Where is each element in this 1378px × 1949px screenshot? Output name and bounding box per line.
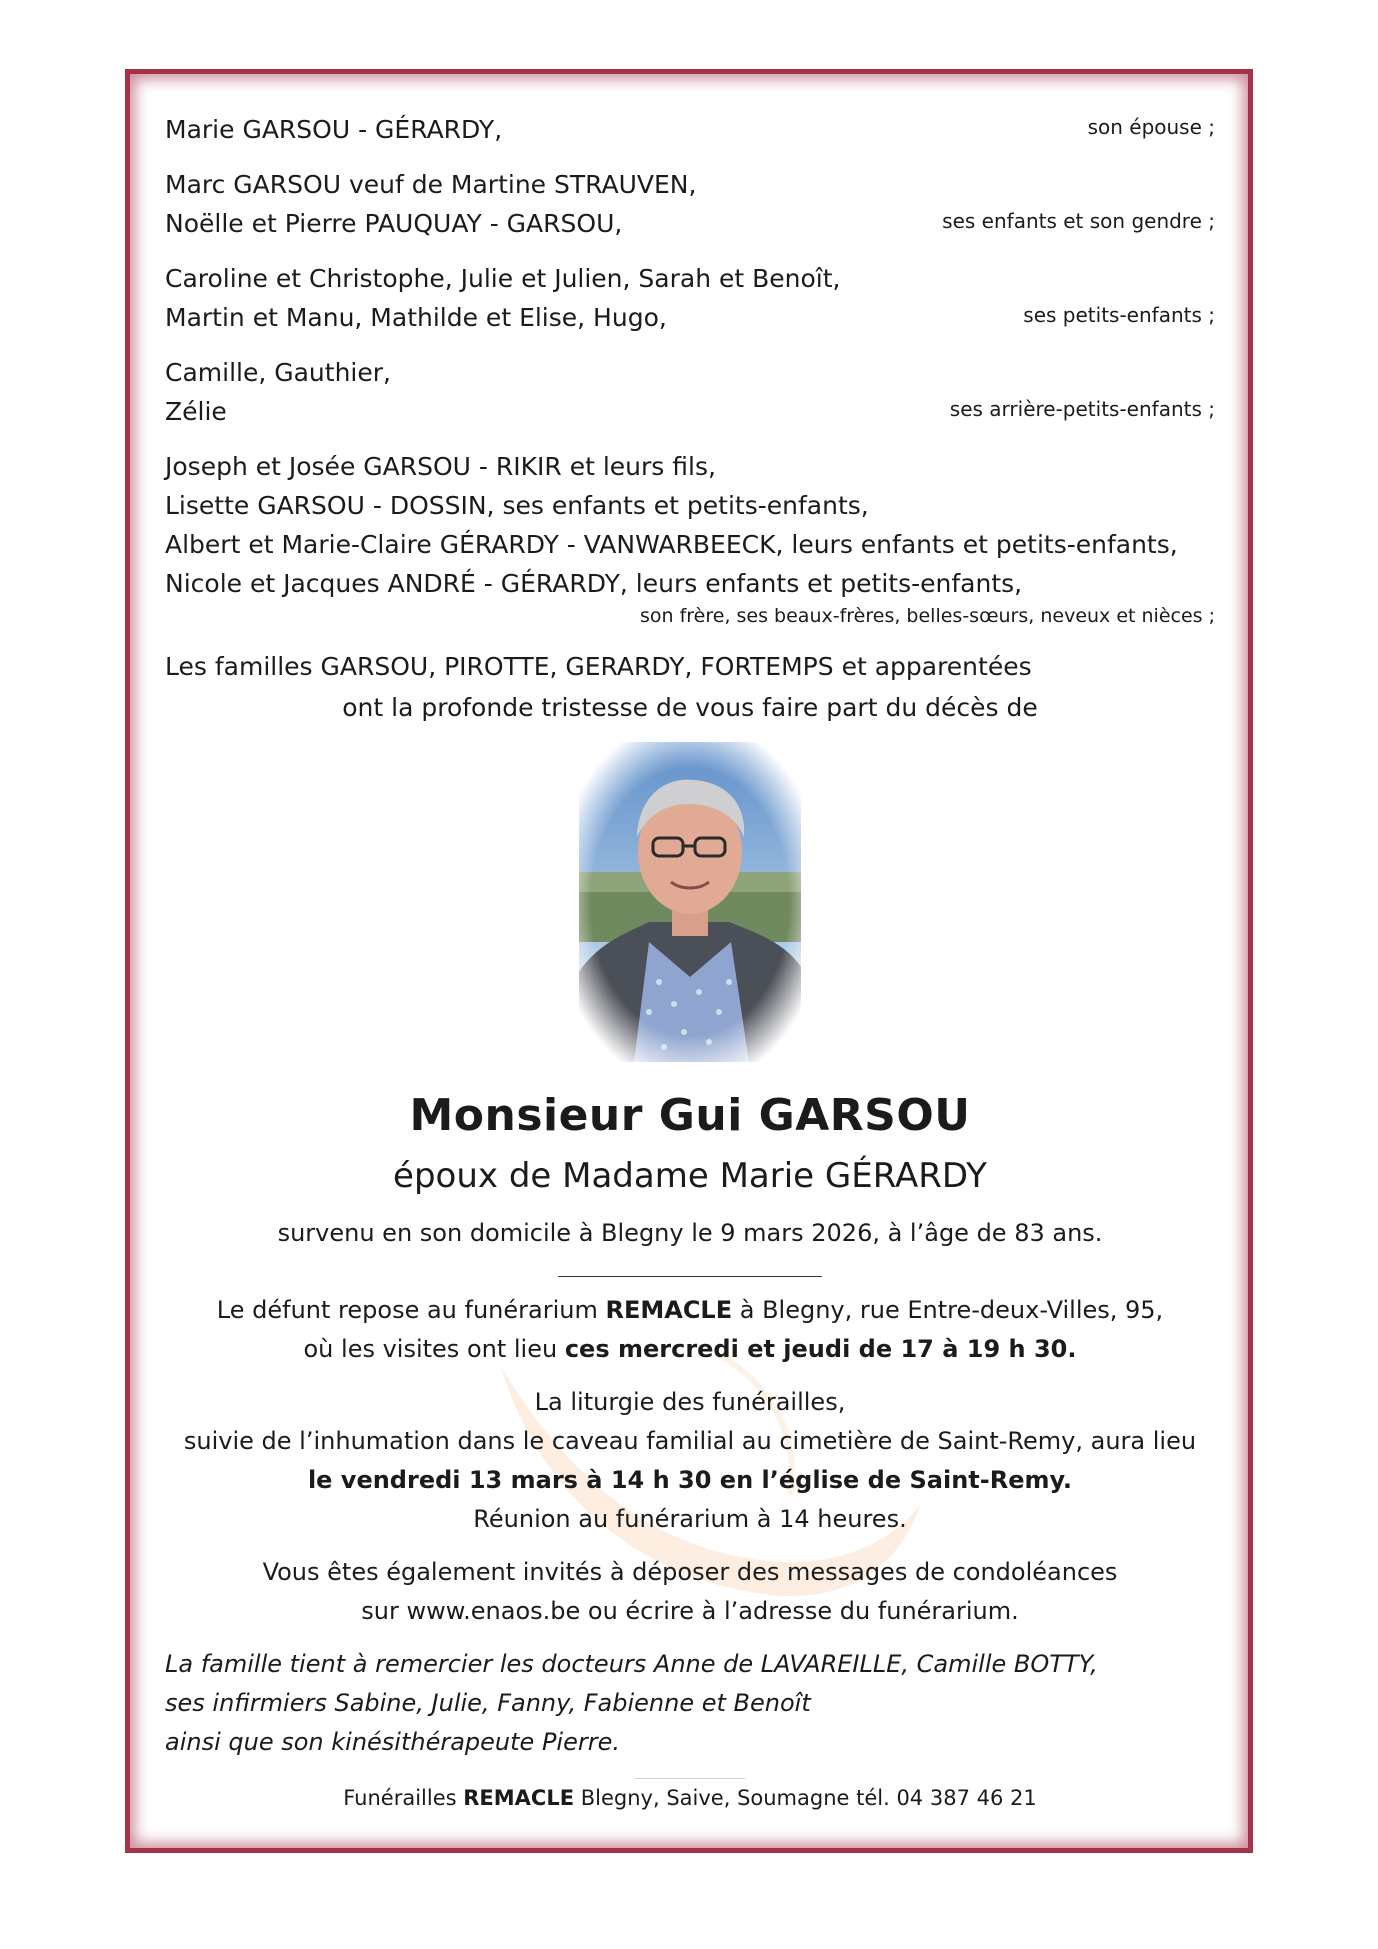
deceased-name: Monsieur Gui GARSOU bbox=[409, 1090, 971, 1141]
announcement-line: ont la profonde tristesse de vous faire part du décès de bbox=[342, 693, 1038, 722]
footer-brand: REMACLE bbox=[463, 1786, 575, 1810]
funeral-info: La liturgie des funérailles, suivie de l’inhumation dans le caveau familial au cimetière de Saint-Remy, aura lieu le vendredi 13 mars à 14 h 30 en l’église de Saint-Remy. Réunion au funérarium à 14 heures. bbox=[183, 1388, 1197, 1533]
great-grandchildren-role: ses arrière-petits-enfants ; bbox=[949, 397, 1215, 421]
siblings-name-line: Lisette GARSOU - DOSSIN, ses enfants et petits-enfants, bbox=[165, 491, 869, 520]
visitation-info: Le défunt repose au funérarium REMACLE à Blegny, rue Entre-deux-Villes, 95, où les visites ont lieu ces mercredi et jeudi de 17 à 19 h 30. bbox=[216, 1296, 1164, 1363]
grandchildren-name-line: Caroline et Christophe, Julie et Julien, Sarah et Benoît, bbox=[165, 264, 841, 293]
siblings-name-line: Albert et Marie-Claire GÉRARDY - VANWARBEECK, leurs enfants et petits-enfants, bbox=[165, 530, 1178, 559]
siblings-name-line: Nicole et Jacques ANDRÉ - GÉRARDY, leurs enfants et petits-enfants, bbox=[165, 569, 1023, 598]
grandchildren-role: ses petits-enfants ; bbox=[1023, 303, 1215, 327]
footer-divider bbox=[635, 1778, 745, 1779]
spouse-name: Marie GARSOU - GÉRARDY, bbox=[165, 115, 503, 144]
children-role: ses enfants et son gendre ; bbox=[942, 209, 1215, 233]
visiting-hours: ces mercredi et jeudi de 17 à 19 h 30. bbox=[564, 1335, 1077, 1363]
siblings-name-line: Joseph et Josée GARSOU - RIKIR et leurs fils, bbox=[165, 452, 716, 481]
portrait-image bbox=[579, 742, 801, 1062]
funeral-home-name: REMACLE bbox=[605, 1296, 733, 1324]
family-grandchildren bbox=[165, 259, 1215, 337]
children-name-line: Noëlle et Pierre PAUQUAY - GARSOU, bbox=[165, 209, 623, 238]
spouse-role: son épouse ; bbox=[1087, 115, 1215, 139]
deceased-spouse-line: époux de Madame Marie GÉRARDY bbox=[393, 1156, 987, 1196]
funeral-date: le vendredi 13 mars à 14 h 30 en l’église de Saint-Remy. bbox=[307, 1466, 1073, 1494]
announcement-content bbox=[165, 110, 1215, 1813]
great-grandchildren-name-line: Zélie bbox=[165, 397, 227, 426]
family-siblings bbox=[165, 447, 1215, 631]
condolences-info: Vous êtes également invités à déposer des messages de condoléances sur www.enaos.be ou écrire à l’adresse du funérarium. bbox=[262, 1558, 1118, 1625]
families-line: Les familles GARSOU, PIROTTE, GERARDY, FORTEMPS et apparentées bbox=[165, 652, 1032, 681]
footer: Funérailles REMACLE Blegny, Saive, Soumagne tél. 04 387 46 21 bbox=[343, 1786, 1037, 1810]
divider bbox=[558, 1276, 822, 1277]
deceased-portrait bbox=[579, 742, 801, 1062]
great-grandchildren-name-line: Camille, Gauthier, bbox=[165, 358, 391, 387]
children-name-line: Marc GARSOU veuf de Martine STRAUVEN, bbox=[165, 170, 697, 199]
family-great-grandchildren bbox=[165, 353, 1215, 431]
family-children bbox=[165, 165, 1215, 243]
death-line: survenu en son domicile à Blegny le 9 mars 2026, à l’âge de 83 ans. bbox=[277, 1219, 1103, 1247]
grandchildren-name-line: Martin et Manu, Mathilde et Elise, Hugo, bbox=[165, 303, 667, 332]
family-spouse bbox=[165, 110, 1215, 149]
thanks-note: La famille tient à remercier les docteurs Anne de LAVAREILLE, Camille BOTTY, ses infirmiers Sabine, Julie, Fanny, Fabienne et Benoît ainsi que son kinésithérapeute Pierre. bbox=[165, 1650, 1098, 1756]
siblings-role: son frère, ses beaux-frères, belles-sœurs, neveux et nièces ; bbox=[639, 605, 1215, 627]
